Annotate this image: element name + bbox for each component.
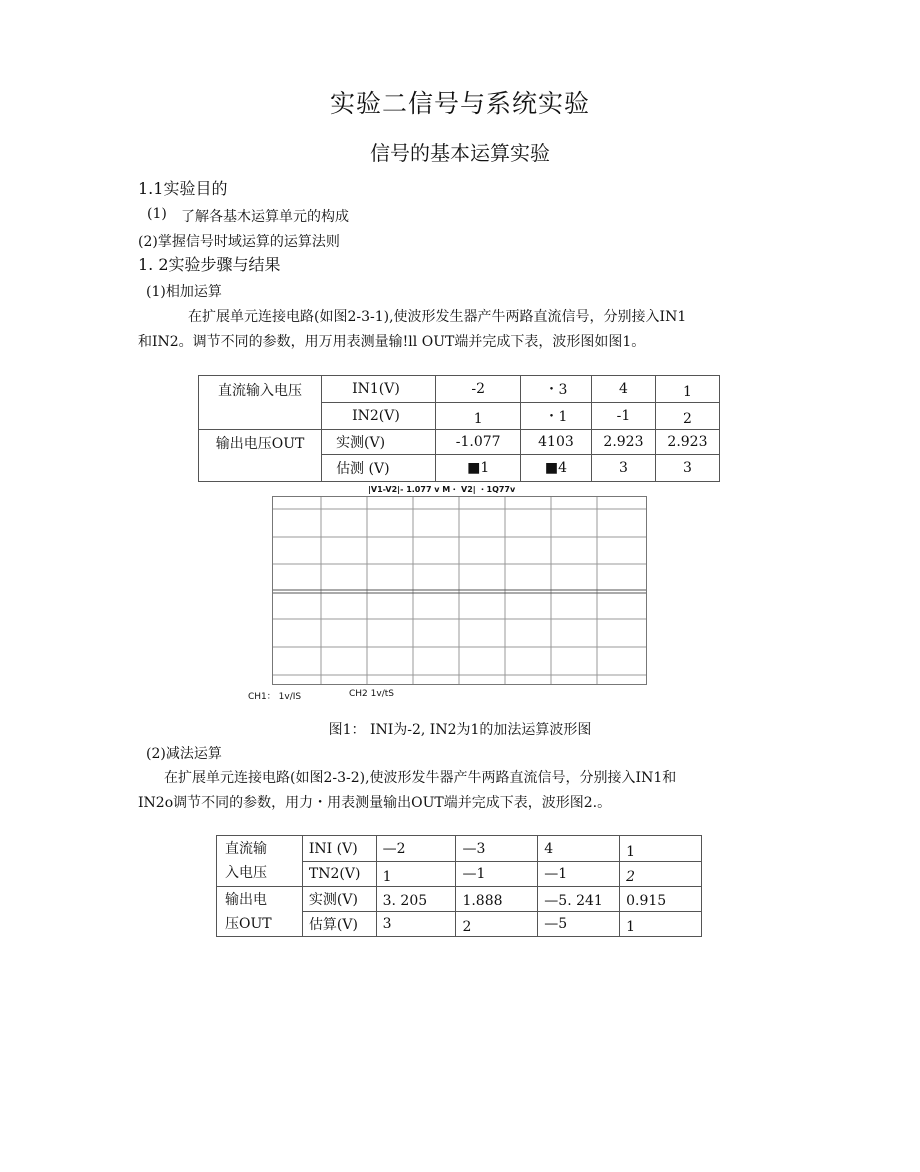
row-label: IN1(V) (322, 376, 436, 403)
addition-paragraph-line-1: 在扩展单元连接电路(如图2-3-1),使波形发生器产牛两路直流信号，分别接入IN1 (188, 309, 687, 325)
table-cell: -1.077 (436, 430, 521, 455)
table-cell: —2 (376, 836, 456, 862)
table-cell: ・3 (520, 376, 591, 403)
table-row (199, 430, 720, 455)
table-cell: 1 (376, 862, 456, 887)
table-cell: ・1 (520, 403, 591, 430)
output-voltage-group-label (217, 887, 303, 937)
table-cell: —1 (456, 862, 538, 887)
group-label-line: 直流输 (225, 841, 267, 857)
row-label: 实测(V) (302, 887, 376, 912)
subtraction-table (216, 835, 702, 937)
row-label: IN2(V) (322, 403, 436, 430)
scope-channel-1-label: CH1： 1v/IS (248, 692, 302, 702)
table-cell: —5 (538, 912, 620, 937)
input-voltage-group-label (217, 836, 303, 887)
group-label-line: 输出电 (225, 891, 267, 908)
table-cell: —3 (456, 836, 538, 862)
document-title: 实验二信号与系统实验 (329, 89, 590, 118)
addition-paragraph-line-2: 和IN2。调节不同的参数，用万用表测量输!ll OUT端并完成下表，波形图如图1。 (138, 334, 646, 350)
row-label: 估测 (V) (322, 455, 436, 482)
table-cell: 2.923 (655, 430, 719, 455)
addition-table (198, 375, 720, 482)
table-cell: —5. 241 (538, 887, 620, 912)
scope-measurement-label: |V1-V2|- 1.077 v M・ V2| ・1Q77v (368, 485, 516, 494)
table-cell: 3 (376, 912, 456, 937)
table-cell: 0.915 (620, 887, 702, 912)
table-cell: 1 (655, 376, 719, 403)
table-cell: 4 (591, 376, 655, 403)
table-cell: 3 (655, 455, 719, 482)
figure-1-caption: 图1： INI为-2, IN2为1的加法运算波形图 (328, 722, 592, 738)
row-label: INI (V) (302, 836, 376, 862)
table-cell: 1 (620, 836, 702, 862)
table-cell: ■4 (520, 455, 591, 482)
addition-heading: (1)相加运算 (146, 284, 222, 300)
table-cell: 2 (620, 862, 702, 887)
table-row (199, 376, 720, 403)
table-cell: 4 (538, 836, 620, 862)
table-cell: 2 (655, 403, 719, 430)
row-label: 估算(V) (302, 912, 376, 937)
table-cell: —1 (538, 862, 620, 887)
table-cell: ■1 (436, 455, 521, 482)
table-cell: 2 (456, 912, 538, 937)
group-label-line: 压OUT (225, 915, 272, 932)
row-label: 实测(V) (322, 430, 436, 455)
table-cell: 1.888 (456, 887, 538, 912)
table-row (217, 836, 702, 862)
subtraction-heading: (2)减法运算 (146, 746, 222, 762)
output-voltage-group-label: 输出电压OUT (199, 430, 322, 482)
oscilloscope-grid (270, 494, 650, 688)
table-cell: 1 (620, 912, 702, 937)
section-heading-steps: 1. 2实验步骤与结果 (138, 255, 281, 274)
section-heading-purpose: 1.1实验目的 (138, 179, 228, 198)
table-cell: 3 (591, 455, 655, 482)
table-cell: -2 (436, 376, 521, 403)
document-subtitle: 信号的基本运算实验 (370, 141, 550, 165)
group-label-line: 入电压 (225, 865, 267, 881)
subtraction-paragraph-line-2: IN2o调节不同的参数，用力・用表测量输出OUT端并完成下表，波形图2.。 (138, 795, 612, 811)
table-cell: 1 (436, 403, 521, 430)
purpose-item-1-number: (1) (147, 206, 167, 222)
table-row (217, 887, 702, 912)
table-cell: -1 (591, 403, 655, 430)
purpose-item-2: (2)掌握信号时域运算的运算法则 (138, 234, 340, 250)
scope-channel-2-label: CH2 1v/tS (349, 689, 394, 699)
table-cell: 3. 205 (376, 887, 456, 912)
subtraction-paragraph-line-1: 在扩展单元连接电路(如图2-3-2),使波形发牛器产牛两路直流信号，分别接入IN1和 (164, 770, 677, 786)
table-cell: 2.923 (591, 430, 655, 455)
table-cell: 4103 (520, 430, 591, 455)
row-label: TN2(V) (302, 862, 376, 887)
input-voltage-group-label: 直流输入电压 (199, 376, 322, 430)
purpose-item-1-text: 了解各基木运算单元的构成 (181, 209, 349, 225)
